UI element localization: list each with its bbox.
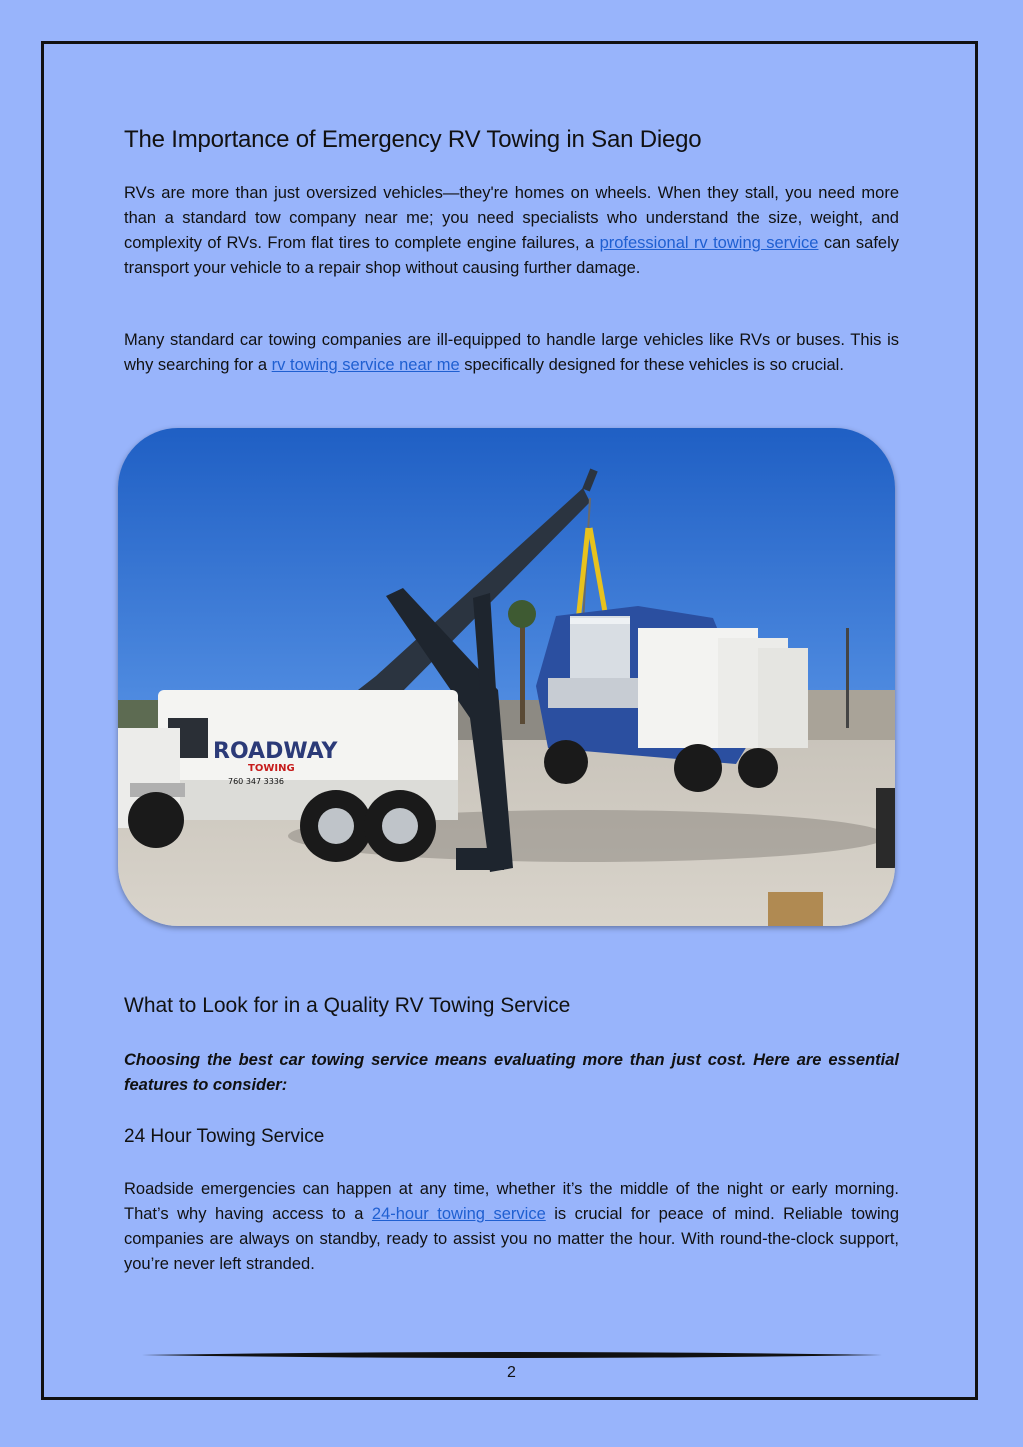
section-title-quality-rv-towing: What to Look for in a Quality RV Towing Service bbox=[124, 994, 571, 1017]
paragraph-text: is crucial for peace of mind. Reliable towing companies are always on standby, ready to assist you no matter the hour. With round-the-clock support, you’re never left stranded. bbox=[124, 1205, 899, 1273]
tow-truck-photo bbox=[118, 428, 895, 926]
paragraph-roadside-emergencies bbox=[124, 1177, 899, 1277]
subheading-24-hour-towing: 24 Hour Towing Service bbox=[124, 1126, 325, 1147]
section-title-emergency-rv-towing: The Importance of Emergency RV Towing in San Diego bbox=[124, 126, 702, 153]
paragraph-text: specifically designed for these vehicles is so crucial. bbox=[459, 356, 844, 374]
rv-towing-near-me-link[interactable]: rv towing service near me bbox=[271, 356, 460, 374]
paragraph-standard-companies bbox=[124, 328, 899, 378]
paragraph-rvs-homes-on-wheels bbox=[124, 181, 899, 281]
paragraph-text: can safely transport your vehicle to a repair shop without causing further damage. bbox=[124, 234, 899, 277]
24-hour-towing-link[interactable]: 24-hour towing service bbox=[371, 1205, 546, 1223]
paragraph-text: Many standard car towing companies are ill-equipped to handle large vehicles like RVs or buses. This is why searching for a bbox=[124, 331, 899, 374]
truck-brand-text: ROADWAY bbox=[213, 739, 338, 764]
paragraph-text: Roadside emergencies can happen at any time, whether it’s the middle of the night or early morning. That’s why having access to a bbox=[124, 1180, 899, 1223]
paragraph-text: RVs are more than just oversized vehicles—they're homes on wheels. When they stall, you need more than a standard tow company near me; you need specialists who understand the size, weight, and complexity of RVs. From flat tires to complete engine failures, a bbox=[124, 184, 899, 252]
truck-phone-text: 760 347 3336 bbox=[228, 777, 284, 786]
page-number: 2 bbox=[507, 1364, 516, 1381]
lead-paragraph: Choosing the best car towing service means evaluating more than just cost. Here are essential features to consider: bbox=[124, 1051, 899, 1094]
professional-rv-towing-link[interactable]: professional rv towing service bbox=[599, 234, 819, 252]
footer-divider bbox=[142, 1349, 882, 1361]
truck-sub-text: TOWING bbox=[248, 763, 295, 774]
